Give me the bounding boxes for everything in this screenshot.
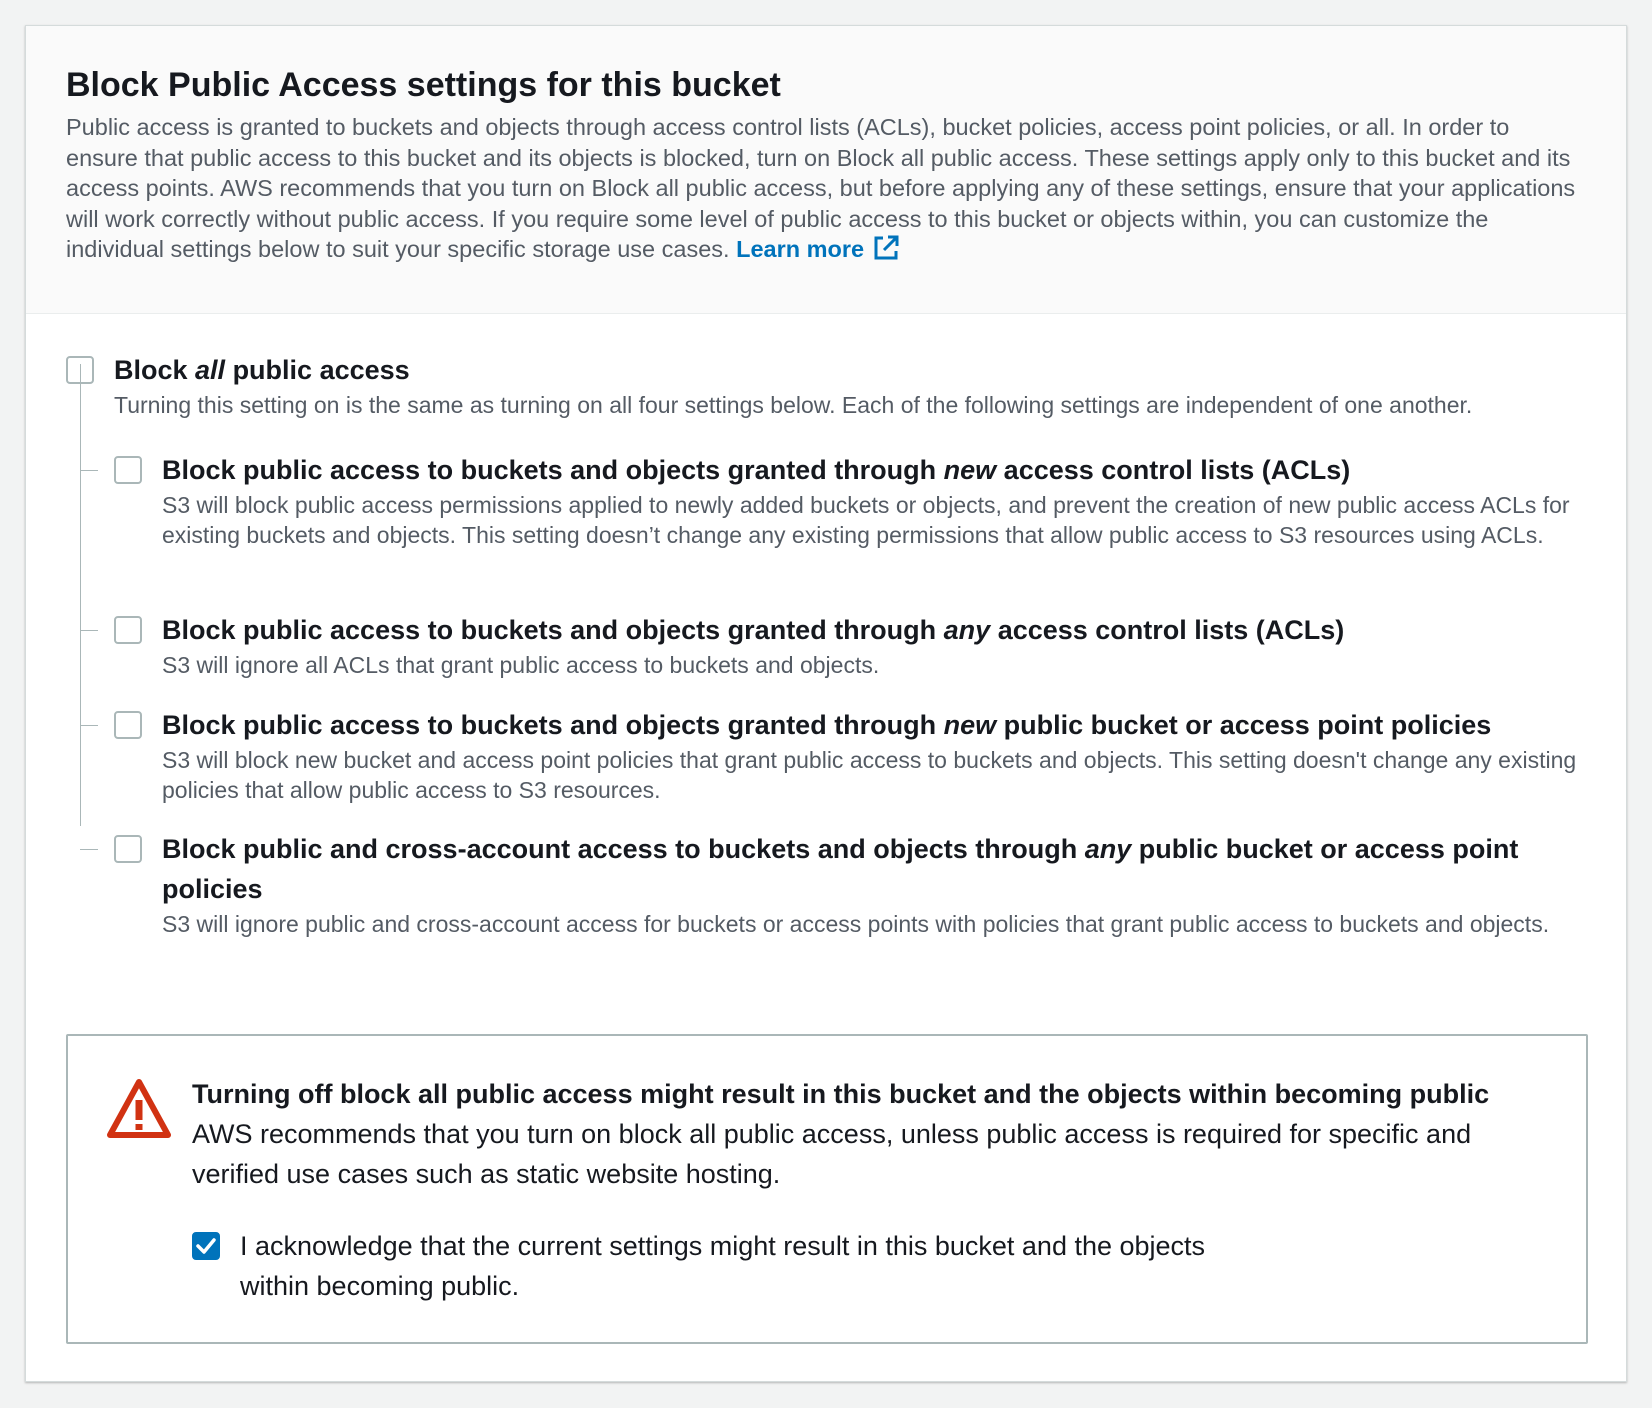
learn-more-link[interactable]: [736, 236, 900, 262]
option-new-policies-description: S3 will block new bucket and access point policies that grant public access to buckets and objects. This setting doesn't change any existing policies that allow public access to S3 resources.: [162, 747, 1577, 803]
option-any-acls: [66, 610, 1586, 705]
alert-title: Turning off block all public access might result in this bucket and the objects within becoming public: [192, 1079, 1490, 1109]
panel-title: Block Public Access settings for this bucket: [66, 66, 781, 104]
panel-description: [66, 112, 1586, 270]
title-emphasis: all: [195, 355, 226, 385]
tree-connector-tick: [80, 849, 98, 850]
title-text: Block: [114, 355, 196, 385]
warning-alert: [66, 1034, 1588, 1344]
option-new-acls-description: S3 will block public access permissions applied to newly added buckets or objects, and prevent the creation of new public access ACLs for existing buckets and objects. This setting doesn’t change any existing permissions that allow public access to S3 resources using ACLs.: [162, 492, 1570, 548]
title-emphasis: any: [1084, 834, 1132, 864]
acknowledge-checkbox[interactable]: [192, 1232, 220, 1260]
block-all-public-access-title: [114, 350, 1586, 390]
option-new-policies-title: [162, 705, 1586, 745]
option-any-policies-description: S3 will ignore public and cross-account access for buckets or access points with policies that grant public access to buckets and objects.: [162, 911, 1550, 937]
title-text: public bucket or access point policies: [996, 710, 1492, 740]
title-text: public access: [225, 355, 410, 385]
option-any-policies-checkbox[interactable]: [114, 835, 142, 863]
option-any-acls-title: [162, 610, 1586, 650]
panel-header: [26, 26, 1626, 314]
option-new-acls-title: [162, 450, 1586, 490]
acknowledge-option: [192, 1226, 1232, 1306]
acknowledge-label: I acknowledge that the current settings might result in this bucket and the objects within becoming public.: [240, 1231, 1206, 1301]
panel-body: [26, 314, 1626, 989]
title-text: access control lists (ACLs): [990, 615, 1345, 645]
alert-content: [192, 1074, 1532, 1306]
title-emphasis: any: [943, 615, 991, 645]
learn-more-label: Learn more: [736, 236, 865, 262]
option-any-acls-description: S3 will ignore all ACLs that grant public access to buckets and objects.: [162, 652, 880, 678]
option-new-policies: [66, 705, 1586, 829]
tree-connector-tick: [80, 630, 98, 631]
external-link-icon: [872, 234, 900, 270]
title-text: Block public access to buckets and objects granted through: [162, 455, 944, 485]
title-text: public bucket or access point policies: [162, 834, 1519, 904]
tree-connector-tick: [80, 470, 98, 471]
alert-text: AWS recommends that you turn on block all public access, unless public access is required for specific and verified use cases such as static website hosting.: [192, 1119, 1472, 1189]
block-all-public-access-description: Turning this setting on is the same as turning on all four settings below. Each of the following settings are independent of one another.: [114, 392, 1473, 418]
option-any-policies-title: [162, 829, 1586, 909]
option-any-acls-checkbox[interactable]: [114, 616, 142, 644]
option-new-acls-checkbox[interactable]: [114, 456, 142, 484]
panel-description-text: Public access is granted to buckets and objects through access control lists (ACLs), bucket policies, access point policies, or all. In order to ensure that public access to this bucket and its objects is blocked, turn on Block all public access. These settings apply only to this bucket and its access points. AWS recommends that you turn on Block all public access, but before applying any of these settings, ensure that your applications will work correctly without public access. If you require some level of public access to this bucket or objects within, you can customize the individual settings below to suit your specific storage use cases.: [66, 114, 1576, 262]
title-text: Block public access to buckets and objects granted through: [162, 615, 944, 645]
title-text: access control lists (ACLs): [996, 455, 1351, 485]
option-any-policies: [66, 829, 1586, 989]
block-public-access-panel: [25, 25, 1627, 1382]
block-all-public-access-option: [66, 350, 1586, 450]
checkmark-icon: [194, 1234, 218, 1258]
tree-connector-tick: [80, 725, 98, 726]
warning-icon: [106, 1078, 172, 1145]
title-text: Block public and cross-account access to buckets and objects through: [162, 834, 1085, 864]
title-text: Block public access to buckets and objects granted through: [162, 710, 944, 740]
option-new-policies-checkbox[interactable]: [114, 711, 142, 739]
option-new-acls: [66, 450, 1586, 610]
title-emphasis: new: [943, 710, 997, 740]
title-emphasis: new: [943, 455, 997, 485]
